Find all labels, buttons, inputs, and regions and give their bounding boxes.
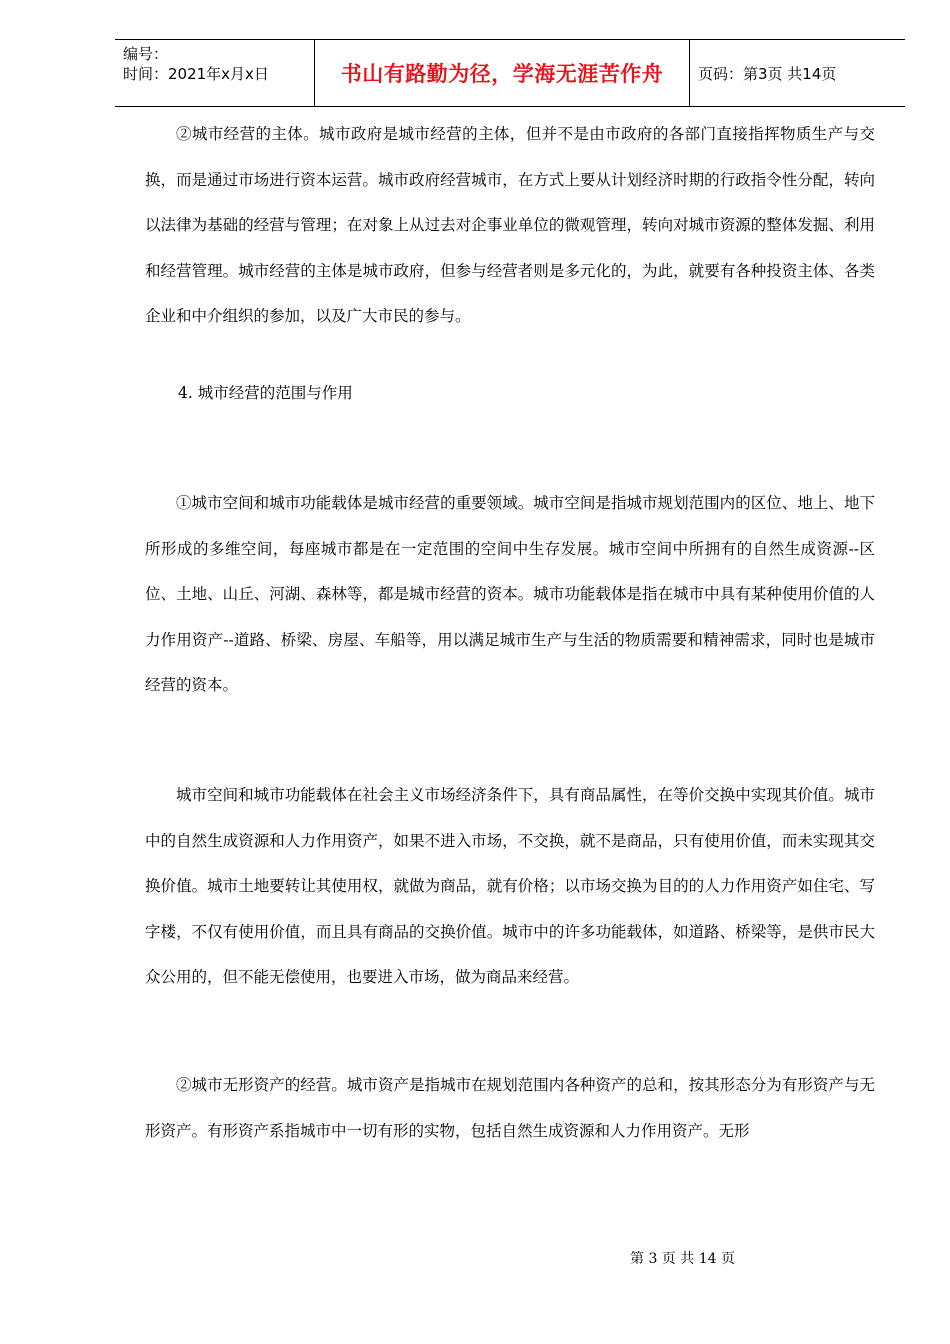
document-number-label: 编号： — [123, 45, 169, 63]
page-footer-number: 第 3 页 共 14 页 — [630, 1251, 735, 1267]
section-heading-4: 4. 城市经营的范围与作用 — [178, 384, 353, 402]
header-page-cell — [690, 40, 905, 106]
paragraph-intangible-assets: ②城市无形资产的经营。城市资产是指城市在规划范围内各种资产的总和，按其形态分为有形资产与无形资产。有形资产系指城市中一切有形的实物，包括自然生成资源和人力作用资产。无形 — [145, 1076, 875, 1140]
paragraph-commodity-attribute: 城市空间和城市功能载体在社会主义市场经济条件下，具有商品属性，在等价交换中实现其价值。城市中的自然生成资源和人力作用资产，如果不进入市场，不交换，就不是商品，只有使用价值，而未实现其交换价值。城市土地要转让其使用权，就做为商品，就有价格；以市场交换为目的的人力作用资产如住宅、写字楼，不仅有使用价值，而且具有商品的交换价值。城市中的许多功能载体，如道路、桥梁等，是供市民大众公用的，但不能无偿使用，也要进入市场，做为商品来经营。 — [145, 786, 875, 986]
header-page-code: 页码：第3页 共14页 — [698, 64, 837, 83]
header-motto-cell — [315, 40, 690, 106]
document-date-label: 时间：2021年x月x日 — [123, 65, 269, 83]
header-info-cell — [115, 40, 315, 106]
paragraph-city-space: ①城市空间和城市功能载体是城市经营的重要领域。城市空间是指城市规划范围内的区位、地上、地下所形成的多维空间，每座城市都是在一定范围的空间中生存发展。城市空间中所拥有的自然生成资源--区位、土地、山丘、河湖、森林等，都是城市经营的资本。城市功能载体是指在城市中具有某种使用价值的人力作用资产--道路、桥梁、房屋、车船等，用以满足城市生产与生活的物质需要和精神需求，同时也是城市经营的资本。 — [145, 494, 875, 694]
paragraph-city-management-subject: ②城市经营的主体。城市政府是城市经营的主体，但并不是由市政府的各部门直接指挥物质生产与交换，而是通过市场进行资本运营。城市政府经营城市，在方式上要从计划经济时期的行政指令性分配，转向以法律为基础的经营与管理；在对象上从过去对企事业单位的微观管理，转向对城市资源的整体发掘、利用和经营管理。城市经营的主体是城市政府，但参与经营者则是多元化的，为此，就要有各种投资主体、各类企业和中介组织的参加，以及广大市民的参与。 — [145, 125, 875, 325]
header-motto: 书山有路勤为径，学海无涯苦作舟 — [340, 62, 664, 86]
page-header — [115, 39, 905, 107]
